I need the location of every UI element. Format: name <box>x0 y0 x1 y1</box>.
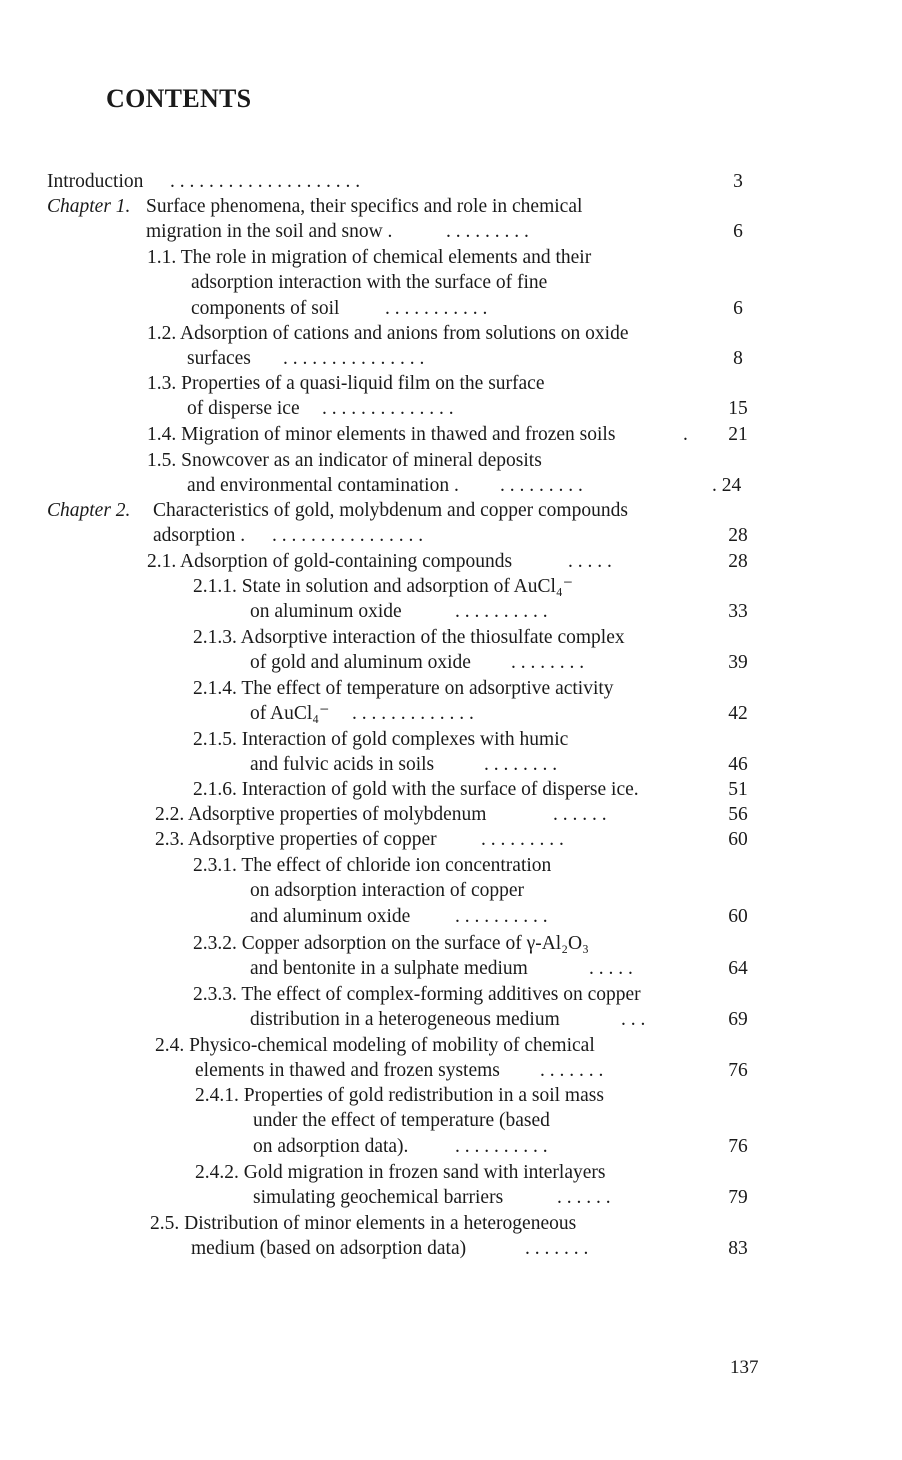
toc-entry-text: adsorption interaction with the surface of fine <box>191 272 548 294</box>
dot-leader: . <box>683 424 688 445</box>
dot-leader: . . . . . . . . . . . . . . . . <box>272 525 424 547</box>
toc-entry-text: on adsorption data). <box>253 1135 409 1157</box>
toc-entry-text: and aluminum oxide <box>250 905 411 927</box>
toc-entry-text: elements in thawed and frozen systems <box>195 1060 500 1082</box>
toc-page-number: 76 <box>728 1060 748 1082</box>
toc-page-number: 15 <box>728 398 748 420</box>
toc-page-number: 28 <box>728 525 748 547</box>
toc-page-number: 6 <box>733 221 743 243</box>
toc-page-number: 33 <box>728 601 748 623</box>
dot-leader: . . . <box>621 1009 646 1031</box>
dot-leader: . . . . . . . . . . . <box>385 297 488 319</box>
toc-entry-text: 1.3. Properties of a quasi-liquid film on the surface <box>147 373 545 394</box>
toc-entry-text: 1.1. The role in migration of chemical elements and their <box>147 247 592 268</box>
toc-entry-text: 2.1.6. Interaction of gold with the surface of disperse ice. <box>193 779 639 800</box>
toc-entry-text: 1.2. Adsorption of cations and anions from solutions on oxide <box>147 323 629 344</box>
dot-leader: . . . . . . . . . . . . . . . . . . . . <box>170 171 361 192</box>
toc-entry-text: adsorption . <box>153 525 246 547</box>
toc-entry-text: migration in the soil and snow . <box>146 221 393 243</box>
toc-entry-text: 2.3.2. Copper adsorption on the surface of γ-Al₂O₃ <box>193 933 589 954</box>
toc-entry-text: medium (based on adsorption data) <box>191 1238 467 1260</box>
page-number: 137 <box>730 1357 759 1378</box>
dot-leader: . . . . . . . <box>525 1238 589 1260</box>
toc-entry-text: simulating geochemical barriers <box>253 1187 504 1209</box>
toc-entry-text: under the effect of temperature (based <box>253 1110 550 1132</box>
toc-entry-text: 2.1.3. Adsorptive interaction of the thiosulfate complex <box>193 627 625 648</box>
dot-leader: . . . . . . . . . <box>446 221 529 243</box>
toc-entry-text: Characteristics of gold, molybdenum and copper compounds <box>153 500 628 521</box>
toc-entry-text: 2.2. Adsorptive properties of molybdenum <box>155 804 487 825</box>
dot-leader: . . . . . . . <box>540 1060 604 1082</box>
dot-leader: . . . . . . . . . . <box>455 1135 548 1157</box>
toc-entry-text: 2.3. Adsorptive properties of copper <box>155 829 437 850</box>
toc-entry-text: of gold and aluminum oxide <box>250 652 471 674</box>
toc-page-number: 42 <box>728 703 748 725</box>
toc-page-number: . 24 <box>712 475 742 497</box>
dot-leader: . . . . . . . . . . . . . . . <box>283 348 425 370</box>
toc-page-number: 64 <box>728 958 748 980</box>
page-title: CONTENTS <box>106 84 252 113</box>
toc-entry-text: Introduction <box>47 171 144 192</box>
toc-page-number: 39 <box>728 652 748 674</box>
toc-entry-text: 2.3.1. The effect of chloride ion concentration <box>193 855 552 876</box>
dot-leader: . . . . . . . . . . . . . . <box>322 398 454 420</box>
toc-page-number: 21 <box>728 424 748 445</box>
toc-entry-text: and bentonite in a sulphate medium <box>250 958 528 980</box>
dot-leader: . . . . . <box>568 551 612 572</box>
toc-page-number: 51 <box>728 779 748 800</box>
toc-entry-text: 2.1. Adsorption of gold-containing compounds <box>147 551 513 572</box>
dot-leader: . . . . . . <box>557 1187 611 1209</box>
toc-page-number: 28 <box>728 551 748 572</box>
toc-entry-text: 2.4.2. Gold migration in frozen sand with interlayers <box>195 1162 606 1183</box>
toc-page-number: 8 <box>733 348 743 370</box>
toc-entry-text: 1.5. Snowcover as an indicator of mineral deposits <box>147 450 542 471</box>
dot-leader: . . . . . . . . . <box>500 475 583 497</box>
toc-page-number: 56 <box>728 804 748 825</box>
dot-leader: . . . . . . . . . <box>481 829 564 850</box>
toc-entry-text: 2.1.1. State in solution and adsorption of AuCl₄⁻ <box>193 576 573 597</box>
toc-entry-text: distribution in a heterogeneous medium <box>250 1009 560 1031</box>
dot-leader: . . . . . . . . . . . . . <box>352 703 474 725</box>
dot-leader: . . . . . . . . . . <box>455 601 548 623</box>
dot-leader: . . . . . . <box>553 804 607 825</box>
toc-page-number: 3 <box>733 171 743 192</box>
toc-entry-text: components of soil <box>191 297 340 319</box>
toc-entry-text: 1.4. Migration of minor elements in thawed and frozen soils <box>147 424 616 445</box>
toc-entry-text: of disperse ice <box>187 398 300 420</box>
toc-entry-text: and environmental contamination . <box>187 475 459 497</box>
chapter-label: Chapter 2. <box>47 500 131 521</box>
dot-leader: . . . . . <box>589 958 633 980</box>
toc-entry-text: on adsorption interaction of copper <box>250 880 524 902</box>
dot-leader: . . . . . . . . <box>484 754 558 776</box>
toc-entry-text: 2.1.4. The effect of temperature on adsorptive activity <box>193 678 614 699</box>
toc-page-number: 76 <box>728 1135 748 1157</box>
toc-page-number: 79 <box>728 1187 748 1209</box>
toc-entry-text: Surface phenomena, their specifics and role in chemical <box>146 196 583 217</box>
chapter-label: Chapter 1. <box>47 196 131 217</box>
toc-entry-text: 2.4.1. Properties of gold redistribution in a soil mass <box>195 1085 604 1106</box>
dot-leader: . . . . . . . . . . <box>455 905 548 927</box>
toc-page-number: 60 <box>728 905 748 927</box>
toc-entry-text: 2.4. Physico-chemical modeling of mobility of chemical <box>155 1035 595 1056</box>
dot-leader: . . . . . . . . <box>511 652 585 674</box>
toc-page-number: 46 <box>728 754 748 776</box>
toc-page-number: 83 <box>728 1238 748 1260</box>
toc-page-number: 6 <box>733 297 743 319</box>
toc-entry-text: of AuCl₄⁻ <box>250 703 330 725</box>
toc-entry-text: surfaces <box>187 348 251 370</box>
toc-page-number: 60 <box>728 829 748 850</box>
toc-entry-text: on aluminum oxide <box>250 601 402 623</box>
toc-page-number: 69 <box>728 1009 748 1031</box>
toc-entry-text: 2.5. Distribution of minor elements in a heterogeneous <box>150 1213 577 1234</box>
toc-entry-text: and fulvic acids in soils <box>250 754 435 776</box>
toc-entry-text: 2.1.5. Interaction of gold complexes with humic <box>193 729 569 750</box>
toc-entry-text: 2.3.3. The effect of complex-forming additives on copper <box>193 984 641 1005</box>
